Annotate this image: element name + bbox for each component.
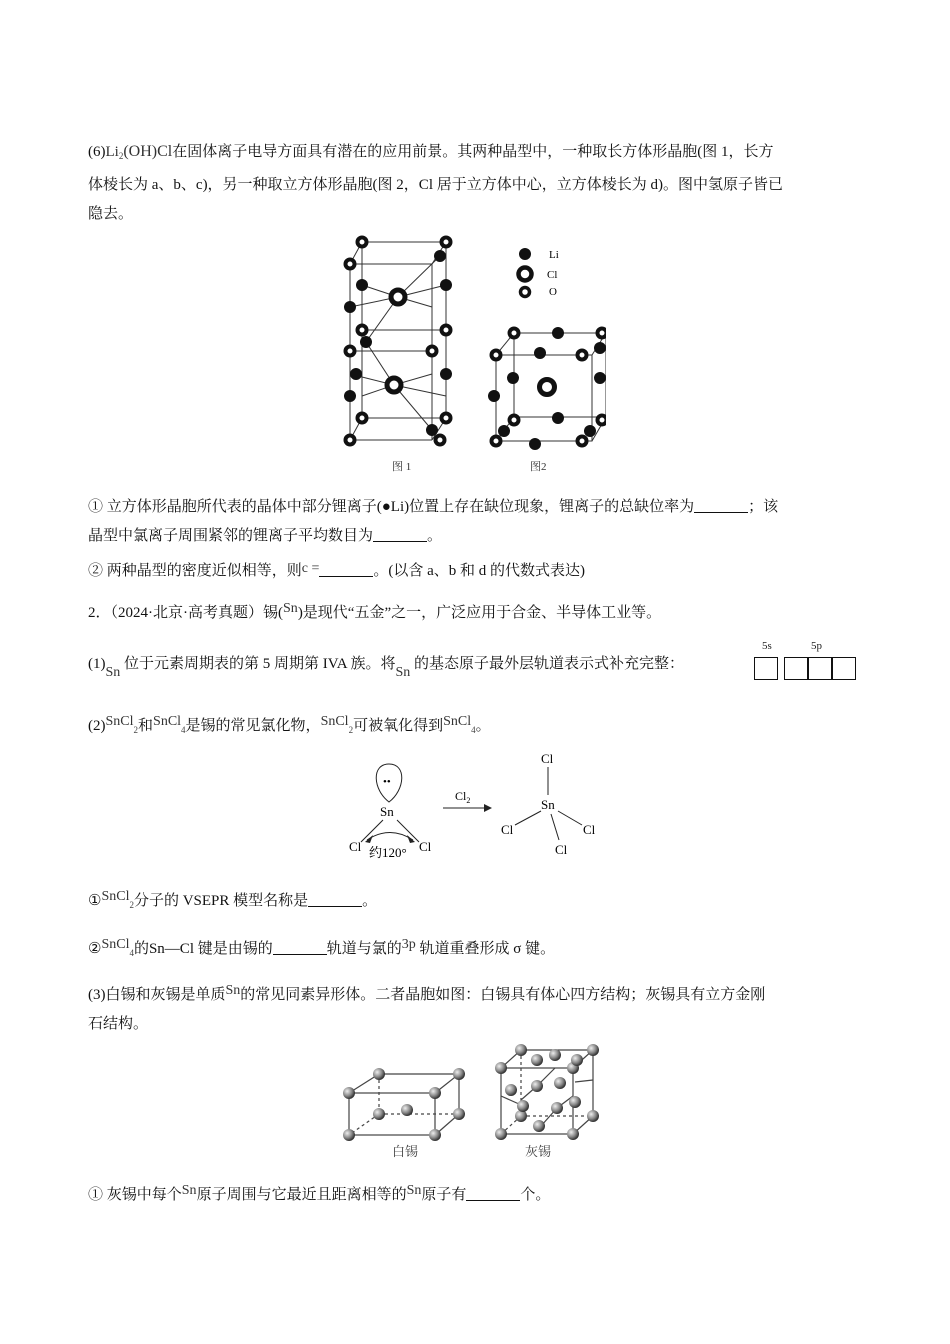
white-tin-caption: 白锡	[392, 1144, 419, 1159]
answer-blank[interactable]	[466, 1186, 520, 1201]
legend	[519, 248, 559, 298]
answer-blank[interactable]	[694, 498, 748, 513]
question-6-intro: $(6)Li_2(OH)Cl$在固体离子电导方面具有潜在的应用前景。其两种晶型中，一种取长方体形晶胞(图 1，长方 体棱长为 a、b、c)，另一种取立方体形晶胞(图 2，Cl 居于立方体中心，立方体棱长为 d)。图中氢原子皆已 隐去。	[88, 143, 783, 222]
tin-allotropes-figure	[335, 1040, 615, 1165]
question-2-intro: 2．（2024·北京·高考真题）锡(Sn)是现代“五金”之一，广泛应用于合金、半导体工业等。	[88, 601, 662, 621]
orbital-5s-label: 5s	[762, 640, 772, 652]
answer-blank[interactable]	[373, 527, 427, 542]
orbital-box-5p-3[interactable]	[832, 657, 856, 680]
sncl4-sn: Sn	[541, 797, 555, 812]
cl-left: Cl	[349, 839, 362, 854]
gray-tin-caption: 灰锡	[525, 1144, 552, 1159]
reagent-cl2: $Cl_2$	[455, 789, 471, 805]
orbital-5p-label: 5p	[811, 640, 822, 652]
answer-blank[interactable]	[308, 892, 362, 907]
crystal-cell-figure-1-2	[336, 230, 606, 475]
question-2-part2-1: ①SnCl$_2$分子的 VSEPR 模型名称是 。	[88, 889, 378, 910]
figure2-caption: 图2	[530, 461, 547, 473]
question-6-part1: ① 立方体形晶胞所代表的晶体中部分锂离子(●Li)位置上存在缺位现象，锂离子的总缺位率为 ；该 晶型中氯离子周围紧邻的锂离子平均数目为 。	[88, 499, 779, 544]
sn-atom: Sn	[380, 804, 394, 819]
legend-li: Li	[549, 249, 559, 261]
legend-cl: Cl	[547, 269, 558, 281]
formula-li2ohcl: $Li_2(OH)Cl$	[105, 143, 173, 161]
question-2-part2: (2)SnCl$_2$和SnCl$_4$是锡的常见氯化物，SnCl$_2$可被氧化得到SnCl$_4$。	[88, 714, 491, 735]
white-tin-lines	[349, 1074, 459, 1135]
sncl4-cl-right: Cl	[583, 822, 596, 837]
lone-pair: ••	[383, 776, 391, 788]
figure1-li-atoms	[344, 250, 452, 436]
white-tin-atoms	[343, 1068, 465, 1141]
figure2-cl-atom	[540, 380, 555, 395]
question-6-part2: ② 两种晶型的密度近似相等，则c = 。(以含 a、b 和 d 的代数式表达)	[88, 561, 586, 579]
orbital-box-5p-1[interactable]	[784, 657, 808, 680]
orbital-box-5s[interactable]	[754, 657, 778, 680]
question-2-part1: (1)Sn 位于元素周期表的第 5 周期第 IVA 族。将Sn 的基态原子最外层轨道表示式补充完整：	[88, 656, 685, 680]
sncl2-to-sncl4-reaction	[345, 750, 615, 865]
cl-right: Cl	[419, 839, 432, 854]
question-2-part2-2: ②SnCl$_4$的Sn—Cl 键是由锡的 轨道与氯的3p 轨道重叠形成 σ 键。	[88, 937, 556, 958]
legend-o: O	[549, 286, 557, 298]
angle-label: 约120°	[369, 845, 407, 860]
answer-blank[interactable]	[319, 562, 373, 577]
orbital-box-5p-2[interactable]	[808, 657, 832, 680]
figure1-caption: 图 1	[392, 461, 412, 473]
answer-blank[interactable]	[273, 940, 327, 955]
figure1-cl-atoms	[387, 290, 405, 392]
question-2-part3: (3)白锡和灰锡是单质Sn的常见同素异形体。二者晶胞如图：白锡具有体心四方结构；灰锡具有立方金刚 石结构。	[88, 983, 766, 1032]
sncl4-cl-bottom: Cl	[555, 842, 568, 857]
question-2-part3-1: ① 灰锡中每个Sn原子周围与它最近且距离相等的Sn原子有 个。	[88, 1183, 551, 1203]
sncl4-cl-top: Cl	[541, 751, 554, 766]
sncl4-cl-left: Cl	[501, 822, 514, 837]
